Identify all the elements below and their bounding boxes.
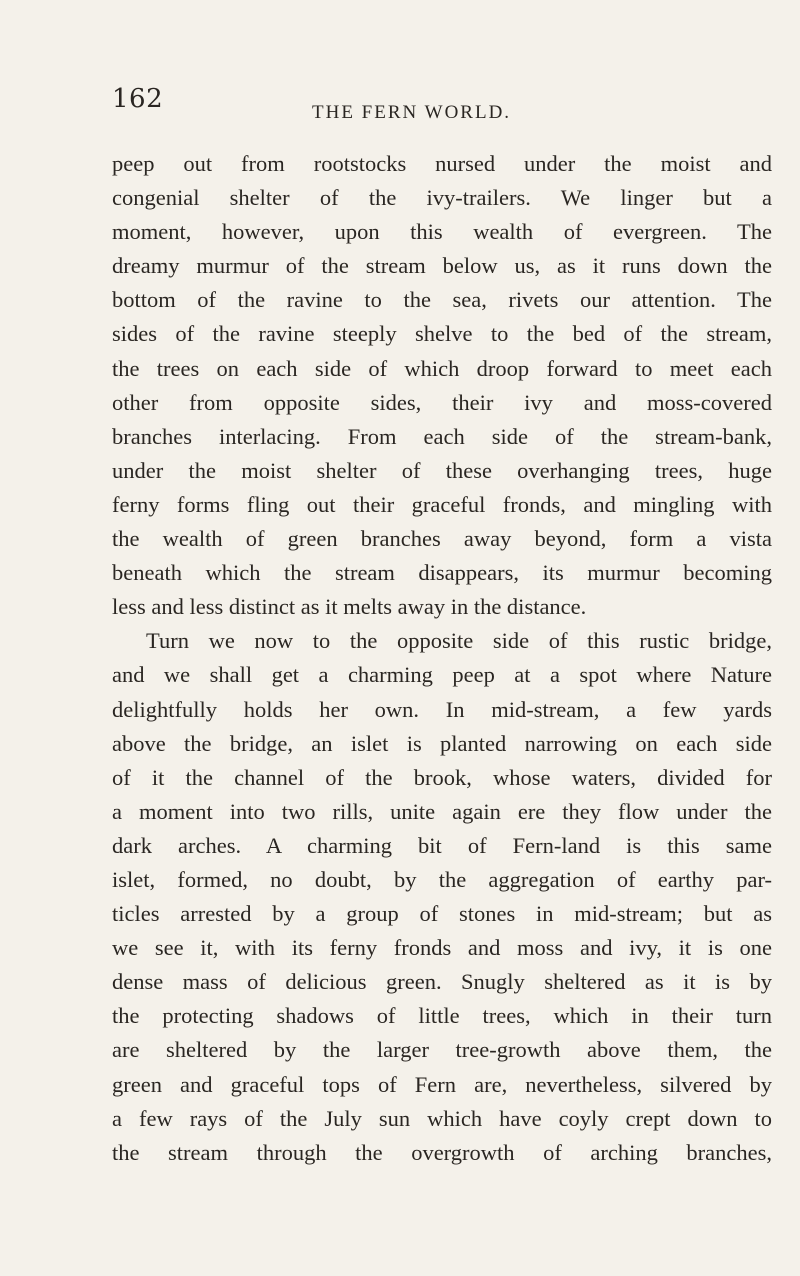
text-line: ticles arrested by a group of stones in mid-stream; but as xyxy=(112,901,772,927)
text-line: above the bridge, an islet is planted narrowing on each side xyxy=(112,730,772,756)
text-line: bottom of the ravine to the sea, rivets our attention. The xyxy=(112,287,772,313)
text-line: peep out from rootstocks nursed under the moist and xyxy=(112,151,772,176)
text-line: the wealth of green branches away beyond, form a vista xyxy=(112,526,772,552)
page-number: 162 xyxy=(112,84,164,114)
text-line: the trees on each side of which droop forward to meet each xyxy=(112,355,772,381)
text-line: we see it, with its ferny fronds and moss and ivy, it is one xyxy=(112,935,772,961)
running-head xyxy=(112,84,762,138)
text-line: sides of the ravine steeply shelve to the bed of the stream, xyxy=(112,321,772,347)
text-line: Turn we now to the opposite side of this rustic bridge, xyxy=(146,628,772,654)
text-line: delightfully holds her own. In mid-stream, a few yards xyxy=(112,696,772,722)
text-line: a moment into two rills, unite again ere they flow under the xyxy=(112,798,772,824)
text-line: beneath which the stream disappears, its murmur becoming xyxy=(112,560,772,586)
text-line: the stream through the overgrowth of arching branches, xyxy=(112,1139,772,1165)
text-line: branches interlacing. From each side of the stream-bank, xyxy=(112,423,772,449)
text-line: are sheltered by the larger tree-growth above them, the xyxy=(112,1037,772,1063)
text-line: dark arches. A charming bit of Fern-land is this same xyxy=(112,832,772,858)
body-text xyxy=(112,147,772,1170)
running-title: THE FERN WORLD. xyxy=(312,102,512,123)
text-line: ferny forms fling out their graceful fronds, and mingling with xyxy=(112,491,772,517)
text-line: moment, however, upon this wealth of evergreen. The xyxy=(112,219,772,245)
text-line: a few rays of the July sun which have coyly crept down to xyxy=(112,1105,772,1131)
text-line: the protecting shadows of little trees, which in their turn xyxy=(112,1003,772,1029)
text-line: dreamy murmur of the stream below us, as it runs down the xyxy=(112,253,772,279)
text-line: under the moist shelter of these overhanging trees, huge xyxy=(112,457,772,483)
text-line: green and graceful tops of Fern are, nevertheless, silvered by xyxy=(112,1071,772,1097)
text-line: and we shall get a charming peep at a spot where Nature xyxy=(112,662,772,688)
text-line: islet, formed, no doubt, by the aggregation of earthy par- xyxy=(112,866,772,892)
text-line: of it the channel of the brook, whose waters, divided for xyxy=(112,764,772,790)
text-line: dense mass of delicious green. Snugly sheltered as it is by xyxy=(112,969,772,995)
text-line: congenial shelter of the ivy-trailers. We linger but a xyxy=(112,185,772,211)
text-line: other from opposite sides, their ivy and moss-covered xyxy=(112,389,772,415)
text-line: less and less distinct as it melts away in the distance. xyxy=(112,594,587,620)
